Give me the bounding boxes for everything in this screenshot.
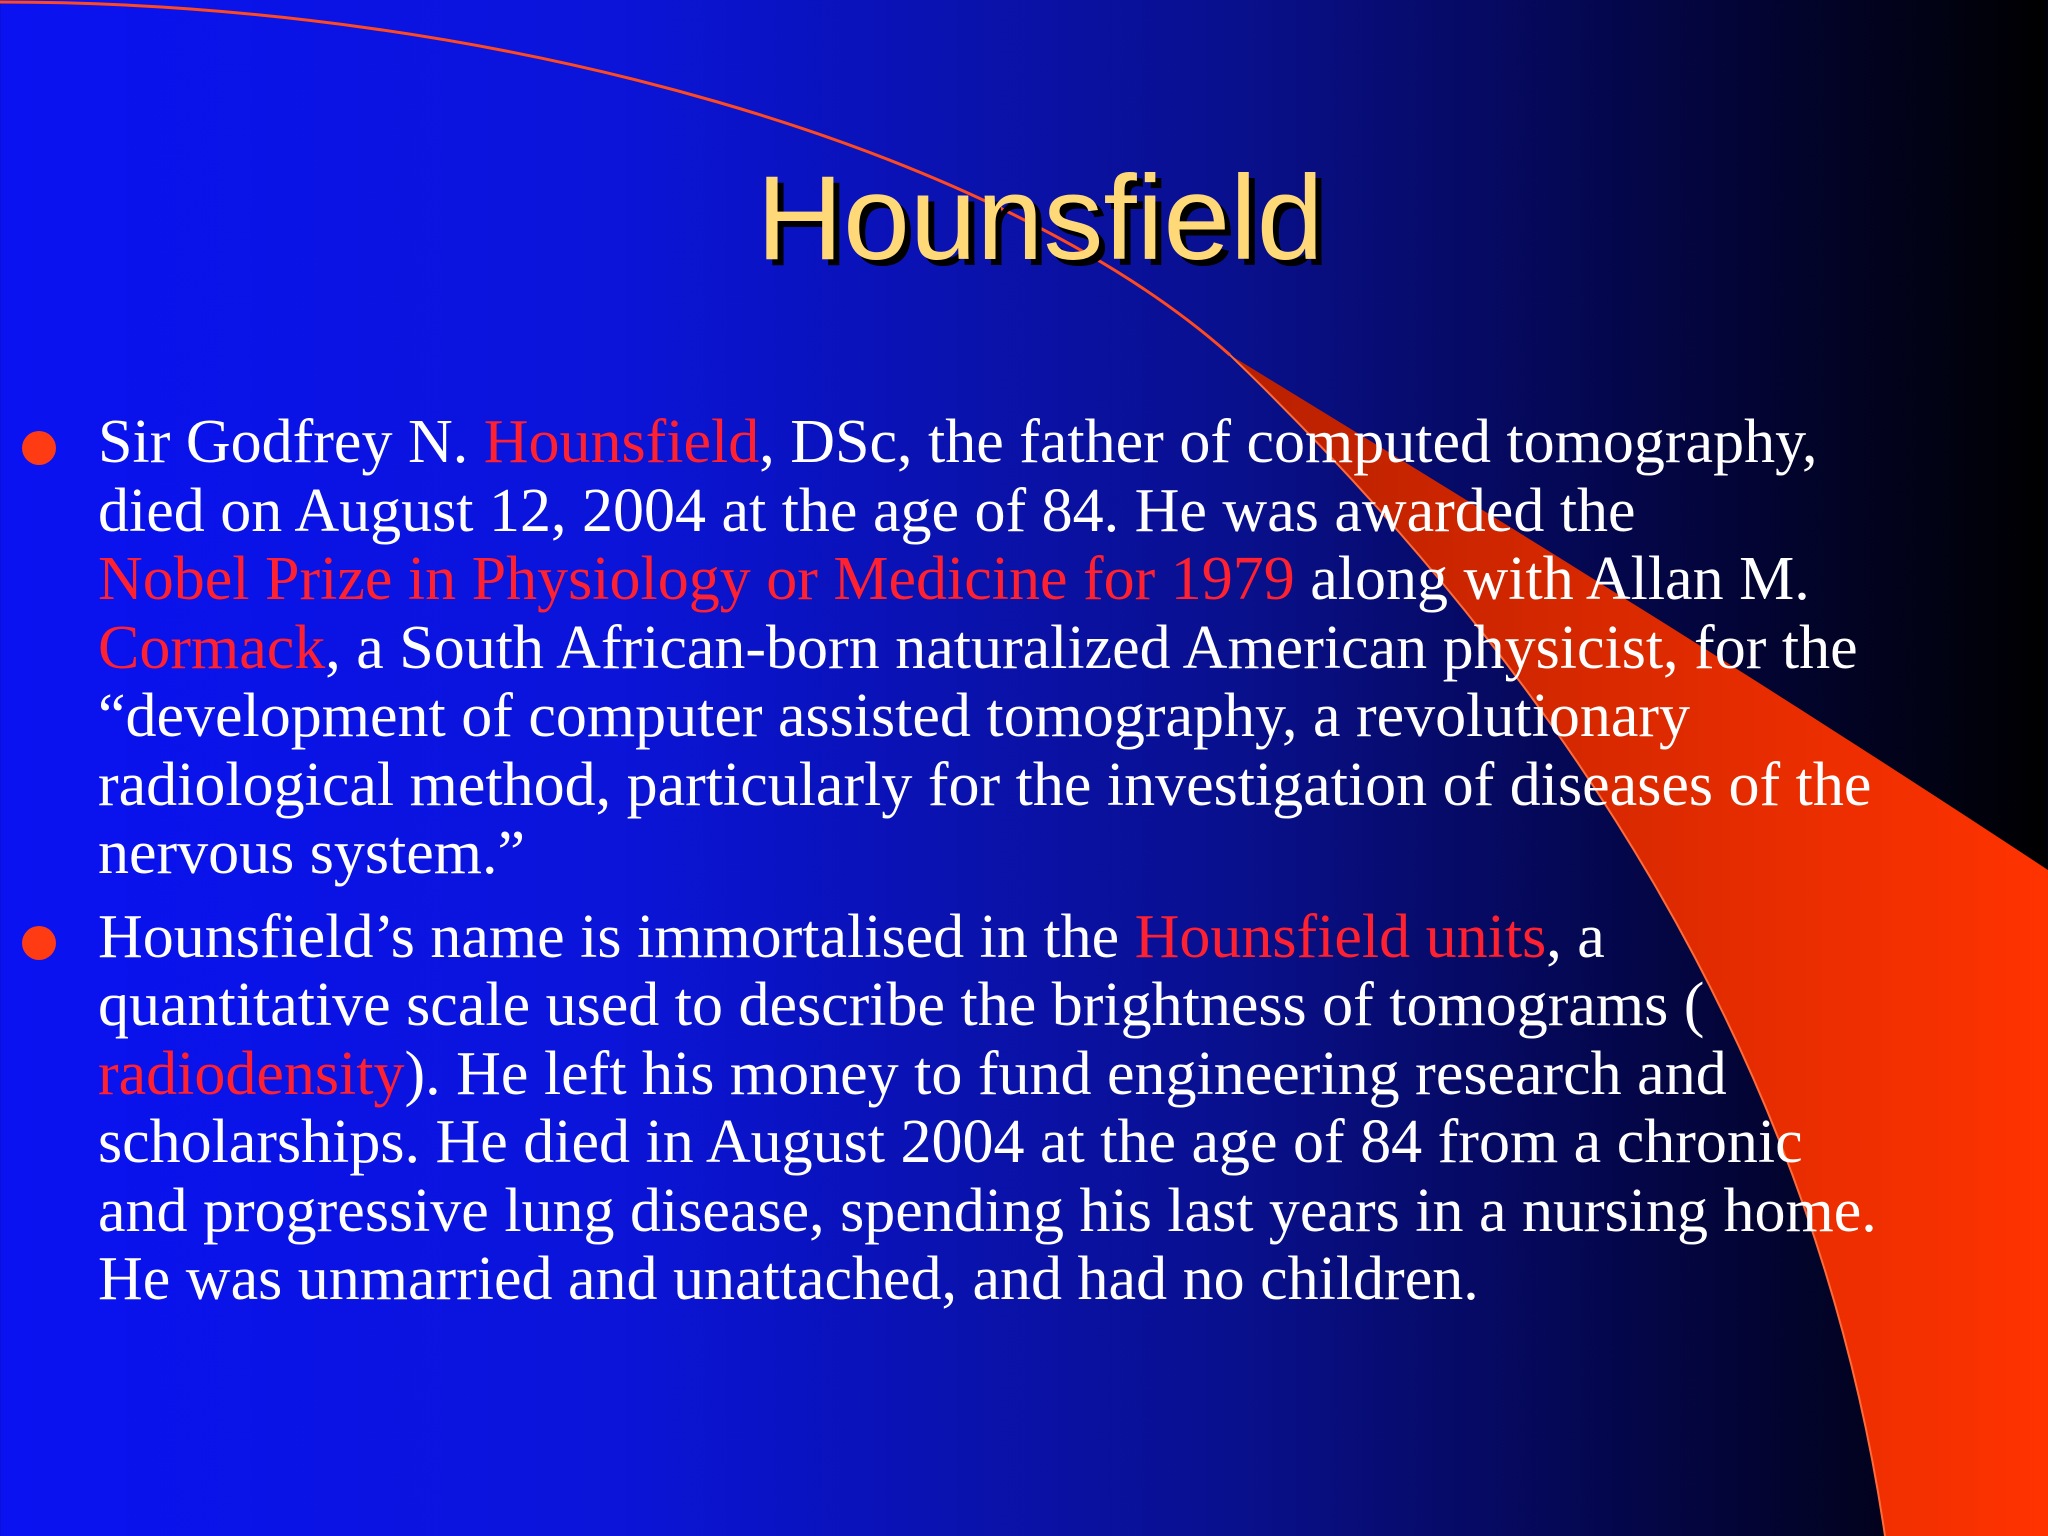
text-line bbox=[98, 1177, 2048, 1246]
text-line bbox=[98, 819, 2048, 888]
text-run: “development of computer assisted tomography, a revolutionary bbox=[98, 682, 1691, 750]
bullet-item bbox=[0, 408, 2048, 888]
text-run: and progressive lung disease, spending his last years in a nursing home. bbox=[98, 1176, 1877, 1245]
highlight-text: Nobel Prize in Physiology or Medicine for 1979 bbox=[98, 545, 1295, 613]
text-line bbox=[98, 1245, 2048, 1314]
text-run: nervous system.” bbox=[98, 819, 526, 887]
text-run: radiological method, particularly for the investigation of diseases of the bbox=[98, 750, 1872, 819]
text-line bbox=[98, 971, 2048, 1040]
text-run: Sir Godfrey N. bbox=[98, 408, 484, 476]
text-line bbox=[98, 545, 2048, 614]
text-line bbox=[98, 751, 2048, 820]
text-line bbox=[98, 1040, 2048, 1109]
bullet-list bbox=[0, 408, 2048, 1329]
text-run: He was unmarried and unattached, and had no children. bbox=[98, 1245, 1479, 1313]
text-line bbox=[98, 682, 2048, 751]
text-run: Hounsfield’s name is immortalised in the bbox=[98, 902, 1135, 971]
slide-title: Hounsfield bbox=[756, 151, 1324, 285]
text-line bbox=[98, 408, 2048, 477]
highlight-text: Hounsfield units bbox=[1134, 902, 1547, 971]
highlight-text: Hounsfield bbox=[483, 408, 760, 476]
text-line bbox=[98, 903, 2048, 972]
text-line bbox=[98, 477, 2048, 546]
text-run: , a South African-born naturalized American physicist, for the bbox=[325, 613, 1858, 682]
text-line bbox=[98, 614, 2048, 683]
text-run: died on August 12, 2004 at the age of 84. He was awarded the bbox=[98, 476, 1636, 545]
bullet-dot-icon bbox=[22, 431, 56, 465]
highlight-text: radiodensity bbox=[98, 1039, 405, 1108]
text-line bbox=[98, 1108, 2048, 1177]
text-run: ). He left his money to fund engineering research and bbox=[404, 1039, 1727, 1108]
bullet-item bbox=[0, 903, 2048, 1314]
text-run: , DSc, the father of computed tomography, bbox=[759, 408, 1818, 476]
text-run: scholarships. He died in August 2004 at the age of 84 from a chronic bbox=[98, 1108, 1803, 1176]
text-run: quantitative scale used to describe the brightness of tomograms ( bbox=[98, 971, 1705, 1039]
highlight-text: Cormack bbox=[98, 613, 326, 682]
bullet-dot-icon bbox=[22, 926, 56, 960]
text-run: , a bbox=[1546, 902, 1605, 971]
text-run: along with Allan M. bbox=[1294, 545, 1810, 613]
